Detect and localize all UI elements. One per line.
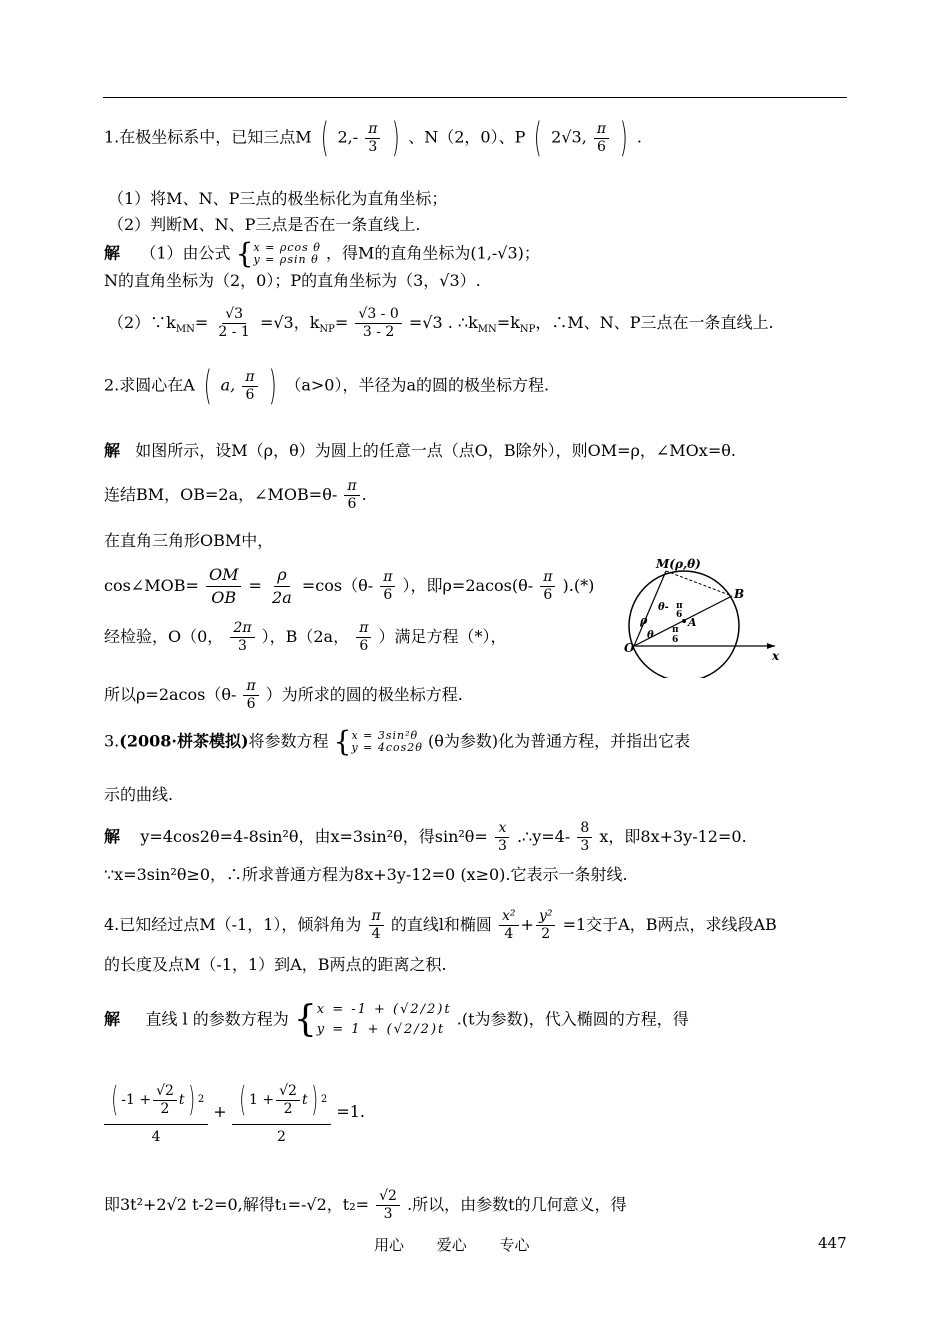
question-4-line-1: 4.已知经过点M（-1，1），倾斜角为 $\frac{\pi}{4}$ 的直线l和椭圆 $\frac{\text{x²}}{4}$ + $\frac{\text{y²}}{2}$ =1交于A，B两点，求线段AB [104, 908, 777, 942]
answer-2-line-6: 所以ρ=2acos（θ- $\frac{\pi}{6}$ ）为所求的圆的极坐标方程. [104, 678, 463, 712]
label-x: x [772, 649, 780, 663]
label-theta-minus: θ- [658, 602, 669, 613]
answer-4-last-line: 即3t²+2√2 t-2=0,解得t₁=-√2，t₂= $\frac{√2}{3}$ .所以，由参数t的几何意义，得 [104, 1188, 627, 1222]
label-m: M(ρ,θ) [656, 557, 701, 571]
answer-3-line-2: ∵x=3sin²θ≥0，∴所求普通方程为8x+3y-12=0 (x≥0).它表示一条射线. [104, 865, 628, 884]
answer-2-line-1: 解 如图所示，设M（ρ，θ）为圆上的任意一点（点O，B除外），则OM=ρ，∠MOx=θ. [104, 441, 736, 460]
answer-4-line-1: 解 直线 l 的参数方程为 { x = -1 + (√2/2)t y = 1 + (√2/2)t .(t为参数)，代入椭圆的方程，得 [104, 999, 689, 1040]
answer-3-line-1: 解 y=4cos2θ=4-8sin²θ，由x=3sin²θ，得sin²θ= $\frac{x}{3}$ .∴y=4- $\frac{8}{3}$ x，即8x+3y-12=0. [104, 820, 747, 854]
question-3-line-2: 示的曲线. [104, 785, 174, 804]
label-rho: ρ [640, 614, 648, 627]
answer-1-line-2: N的直角坐标为（2，0）；P的直角坐标为（3，√3）. [104, 271, 481, 290]
answer-2-line-5: 经检验，O（0， $\frac{2\pi}{3}$ ），B（2a， $\frac{\pi}{6}$ ）满足方程（*）， [104, 620, 507, 654]
circle-diagram [620, 548, 790, 678]
question-1-part-2: （2）判断M、N、P三点是否在一条直线上. [108, 215, 421, 234]
answer-1-line-3: $(2)\because k_{MN}=$ $\frac{√3}{2 - 1}$ =√3，$k_{NP}=$ $\frac{√3 - 0}{3 - 2}$ =√3 . $\therefore k_{MN}=k_{NP}$，∴M、N、P三点在一条直线上. [108, 306, 774, 340]
question-1-part-1: （1）将M、N、P三点的极坐标化为直角坐标； [108, 189, 448, 208]
answer-2-line-3: 在直角三角形OBM中， [104, 531, 274, 550]
page-number: 447 [818, 1234, 847, 1252]
answer-2-line-2: 连结BM，OB=2a，∠MOB=θ- $\frac{\pi}{6}$ . [104, 478, 367, 512]
svg-text:6: 6 [676, 610, 683, 620]
label-theta: θ [647, 630, 654, 641]
svg-text:π: π [676, 601, 683, 611]
question-2: 2.求圆心在A ( a, $\frac{\pi}{6}$ ) （a>0），半径为a的圆的极坐标方程. [104, 363, 550, 409]
question-4-line-2: 的长度及点M（-1，1）到A，B两点的距离之积. [104, 955, 447, 974]
header-rule [103, 97, 847, 98]
answer-2-line-4: cos∠MOB= $\frac{OM}{OB}$ = $\frac{\rho}{2a}$ =cos（θ- $\frac{\pi}{6}$ ），即ρ=2acos(θ- $\frac{\pi}{6}$ ).(*) [104, 565, 595, 607]
question-3-line-1: 3.(2008·栟茶模拟)将参数方程 { x = 3sin²θ y = 4cos2θ (θ为参数)化为普通方程，并指出它表 [104, 725, 691, 758]
label-b: B [734, 587, 745, 601]
svg-text:6: 6 [672, 635, 679, 645]
label-o: O [624, 641, 635, 655]
footer-motto: 用心 爱心 专心 [374, 1236, 530, 1254]
svg-text:π: π [672, 625, 679, 635]
label-a: A [688, 616, 697, 629]
question-1: 1.在极坐标系中，已知三点M ( 2,- $\frac{\pi}{3}$ ) 、N（2，0）、P ( 2√3, $\frac{\pi}{6}$ ) . [104, 115, 642, 161]
answer-1-line-1: 解 （1）由公式 { x = ρcos θ y = ρsin θ ，得M的直角坐标为(1,-√3)； [104, 237, 540, 270]
answer-4-equation: ( -1 + $\frac{√2}{2}$ t ) 2 4 + ( 1 + $\frac{√2}{2}$ t ) 2 2 =1. [104, 1080, 365, 1145]
